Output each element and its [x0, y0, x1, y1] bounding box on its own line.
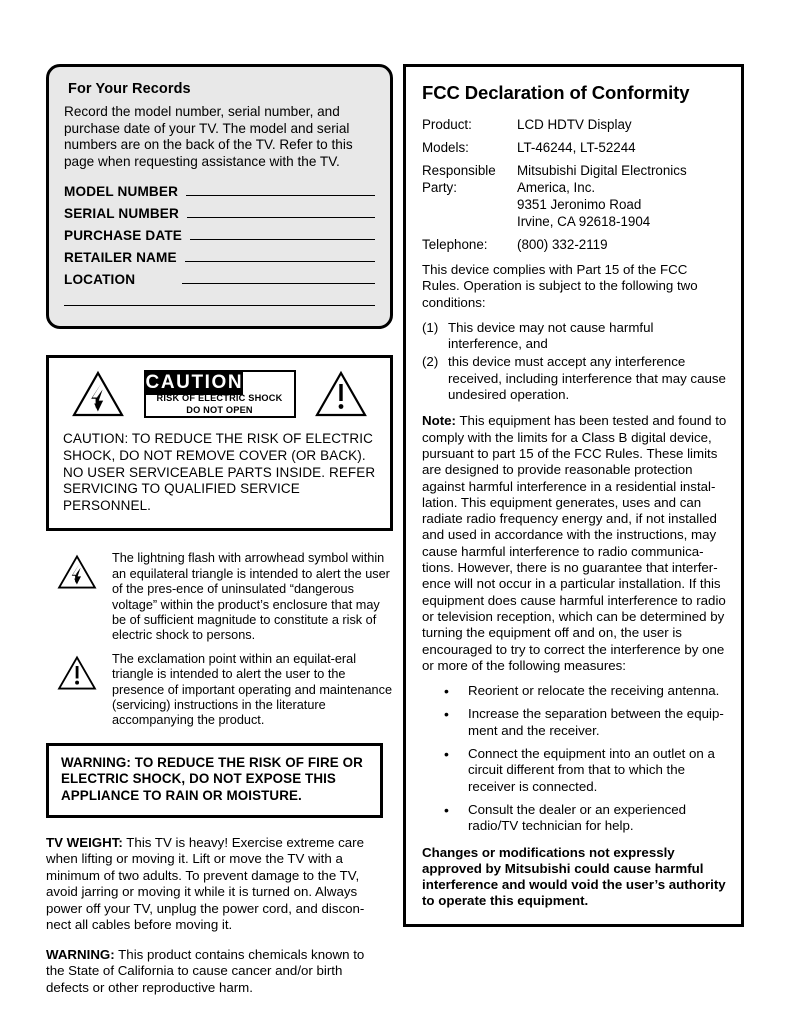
- note-prop65-warning-heading: WARNING:: [46, 946, 115, 962]
- fcc-value-responsible-party-line3: 9351 Jeronimo Road: [517, 197, 642, 212]
- form-label-retailer-name: RETAILER NAME: [64, 250, 177, 266]
- note-prop65-warning: [46, 947, 380, 997]
- fcc-conditions-list: [422, 320, 727, 403]
- caution-banner-body: [146, 393, 294, 416]
- symbol-explanation-exclamation-text: The exclamation point within an equilat-eral triangle is intended to alert the user to the presence of important operating and maintenance (servicing) instructions in the literature accompanying the product.: [112, 651, 393, 728]
- fcc-final-note: Changes or modifications not expressly approved by Mitsubishi could cause harmful interference and would void the user’s authority to operate this equipment.: [422, 844, 726, 909]
- bullet-icon: •: [444, 683, 449, 700]
- form-row-location: [64, 268, 375, 287]
- fcc-row-product: [422, 116, 727, 133]
- right-column: [403, 64, 744, 927]
- fcc-measure-4-text: Consult the dealer or an experienced radio/TV technician for help.: [468, 801, 687, 834]
- fcc-condition-2-number: (2): [422, 354, 439, 370]
- symbol-explanation-exclamation: [46, 652, 393, 729]
- caution-banner: [144, 370, 296, 418]
- for-your-records-fields: [64, 180, 375, 306]
- fcc-condition-1-text: This device may not cause harmful interference, and: [448, 319, 654, 352]
- caution-body-text: CAUTION: TO REDUCE THE RISK OF ELECTRIC SHOCK, DO NOT REMOVE COVER (OR BACK). NO USER SERVICEABLE PARTS INSIDE. REFER SERVICING TO QUALIFIED SERVICE PERSONNEL.: [63, 431, 376, 513]
- caution-banner-line2: DO NOT OPEN: [186, 404, 253, 415]
- note-prop65-warning-body: This product contains chemicals known to the State of California to cause cancer and/or birth defects or other reproductive harm.: [46, 946, 365, 995]
- lightning-bolt-triangle-icon: [71, 370, 125, 418]
- bullet-icon: •: [444, 801, 449, 818]
- symbol-explanation-lightning: [46, 551, 393, 643]
- form-input-serial-number[interactable]: [187, 202, 375, 218]
- fcc-condition-2: [422, 354, 727, 403]
- for-your-records-description: Record the model number, serial number, and purchase date of your TV. The model and serial numbers are on the back of the TV. Refer to this page when requesting assistance with the TV.: [64, 104, 353, 169]
- bullet-icon: •: [444, 706, 449, 723]
- fcc-declaration-box: [403, 64, 744, 927]
- fcc-measure-3: [422, 746, 727, 795]
- form-row-model-number: [64, 180, 375, 199]
- form-input-model-number[interactable]: [186, 180, 375, 196]
- fcc-measure-3-text: Connect the equipment into an outlet on a circuit different from that to which the receiver is connected.: [468, 746, 715, 794]
- fcc-measure-2: [422, 706, 727, 739]
- fcc-condition-1: [422, 320, 727, 353]
- warning-rain-moisture-text: WARNING: TO REDUCE THE RISK OF FIRE OR ELECTRIC SHOCK, DO NOT EXPOSE THIS APPLIANCE TO RAIN OR MOISTURE.: [61, 754, 363, 803]
- fcc-title: FCC Declaration of Conformity: [422, 82, 690, 103]
- form-input-extra-line[interactable]: [64, 304, 375, 306]
- symbol-explanation-lightning-text: The lightning flash with arrowhead symbol within an equilateral triangle is intended to alert the user of the pres-ence of uninsulated “dangerous voltage” within the product’s enclosure that may be of sufficient magnitude to constitute a risk of electric shock to persons.: [112, 551, 390, 643]
- note-tv-weight: [46, 835, 380, 934]
- form-label-model-number: MODEL NUMBER: [64, 184, 179, 200]
- fcc-intro-text: This device complies with Part 15 of the FCC Rules. Operation is subject to the following two conditions:: [422, 262, 698, 310]
- for-your-records-title: For Your Records: [68, 81, 191, 97]
- fcc-measure-4: [422, 802, 727, 835]
- fcc-value-responsible-party-line2: America, Inc.: [517, 180, 596, 195]
- fcc-value-responsible-party-line4: Irvine, CA 92618-1904: [517, 214, 651, 229]
- fcc-value-telephone: (800) 332-2119: [517, 237, 608, 252]
- fcc-measures-list: [422, 683, 727, 834]
- fcc-row-telephone: [422, 236, 727, 253]
- caution-banner-heading: CAUTION: [145, 372, 244, 394]
- form-input-location[interactable]: [182, 268, 375, 284]
- fcc-value-product: LCD HDTV Display: [517, 117, 632, 132]
- fcc-key-responsible-party-line1: Responsible: [422, 163, 496, 178]
- caution-box: [46, 355, 393, 531]
- fcc-note-label: Note:: [422, 413, 456, 429]
- fcc-key-models: Models:: [422, 140, 469, 155]
- fcc-row-models: [422, 139, 727, 156]
- caution-symbols-row: [63, 370, 376, 418]
- fcc-value-responsible-party: [517, 162, 727, 230]
- fcc-note-paragraph: [422, 413, 727, 674]
- symbol-explanations: [46, 551, 393, 728]
- fcc-key-product: Product:: [422, 117, 472, 132]
- form-input-purchase-date[interactable]: [190, 224, 375, 240]
- form-label-serial-number: SERIAL NUMBER: [64, 206, 179, 222]
- fcc-condition-2-text: this device must accept any interference received, including interference that may cause undesired operation.: [448, 354, 726, 403]
- form-label-location: LOCATION: [64, 272, 136, 288]
- form-row-retailer-name: [64, 246, 375, 265]
- fcc-measure-1: [422, 683, 727, 699]
- fcc-condition-1-number: (1): [422, 319, 439, 335]
- lightning-bolt-triangle-icon: [46, 551, 102, 591]
- warning-rain-moisture-box: [46, 743, 383, 818]
- fcc-info-table: [422, 116, 727, 253]
- form-input-retailer-name[interactable]: [185, 246, 375, 262]
- caution-banner-line1: RISK OF ELECTRIC SHOCK: [156, 393, 283, 404]
- fcc-value-models: LT-46244, LT-52244: [517, 140, 636, 155]
- left-column: [46, 64, 393, 1009]
- fcc-key-telephone: Telephone:: [422, 237, 488, 252]
- form-label-purchase-date: PURCHASE DATE: [64, 228, 183, 244]
- form-row-serial-number: [64, 202, 375, 221]
- bottom-notes: [46, 835, 380, 997]
- fcc-measure-2-text: Increase the separation between the equip-ment and the receiver.: [468, 706, 724, 738]
- exclamation-triangle-icon: [314, 370, 368, 418]
- bullet-icon: •: [444, 746, 449, 763]
- fcc-note-body: This equipment has been tested and found to comply with the limits for a Class B digital device, pursuant to part 15 of the FCC Rules. These limits are designed to provide reasonable protection against harmful interference in a residential instal-lation. This equipment generates, uses and can radiate radio frequency energy and, if not installed and used in accordance with the instructions, may cause harmful interference to radio communica-tions. However, there is no guarantee that interfer-ence will not occur in a particular installation. If this equipment does cause harmful interference to radio or television reception, which can be determined by turning the equipment off and on, the user is encouraged to try to correct the interference by one or more of the following measures:: [422, 413, 727, 673]
- for-your-records-box: [46, 64, 393, 329]
- note-tv-weight-heading: TV WEIGHT:: [46, 834, 123, 850]
- exclamation-triangle-icon: [46, 652, 102, 692]
- fcc-measure-1-text: Reorient or relocate the receiving antenna.: [468, 683, 720, 699]
- fcc-key-responsible-party-line2: Party:: [422, 180, 457, 195]
- fcc-row-responsible-party: [422, 162, 727, 230]
- fcc-key-responsible-party: [422, 162, 517, 196]
- form-row-purchase-date: [64, 224, 375, 243]
- fcc-value-responsible-party-line1: Mitsubishi Digital Electronics: [517, 163, 687, 178]
- note-tv-weight-body: This TV is heavy! Exercise extreme care when lifting or moving it. Lift or move the TV with a minimum of two adults. To prevent damage to the TV, avoid jarring or moving it while it is turned on. Always power off your TV, unplug the power cord, and discon-nect all cables before moving it.: [46, 834, 365, 933]
